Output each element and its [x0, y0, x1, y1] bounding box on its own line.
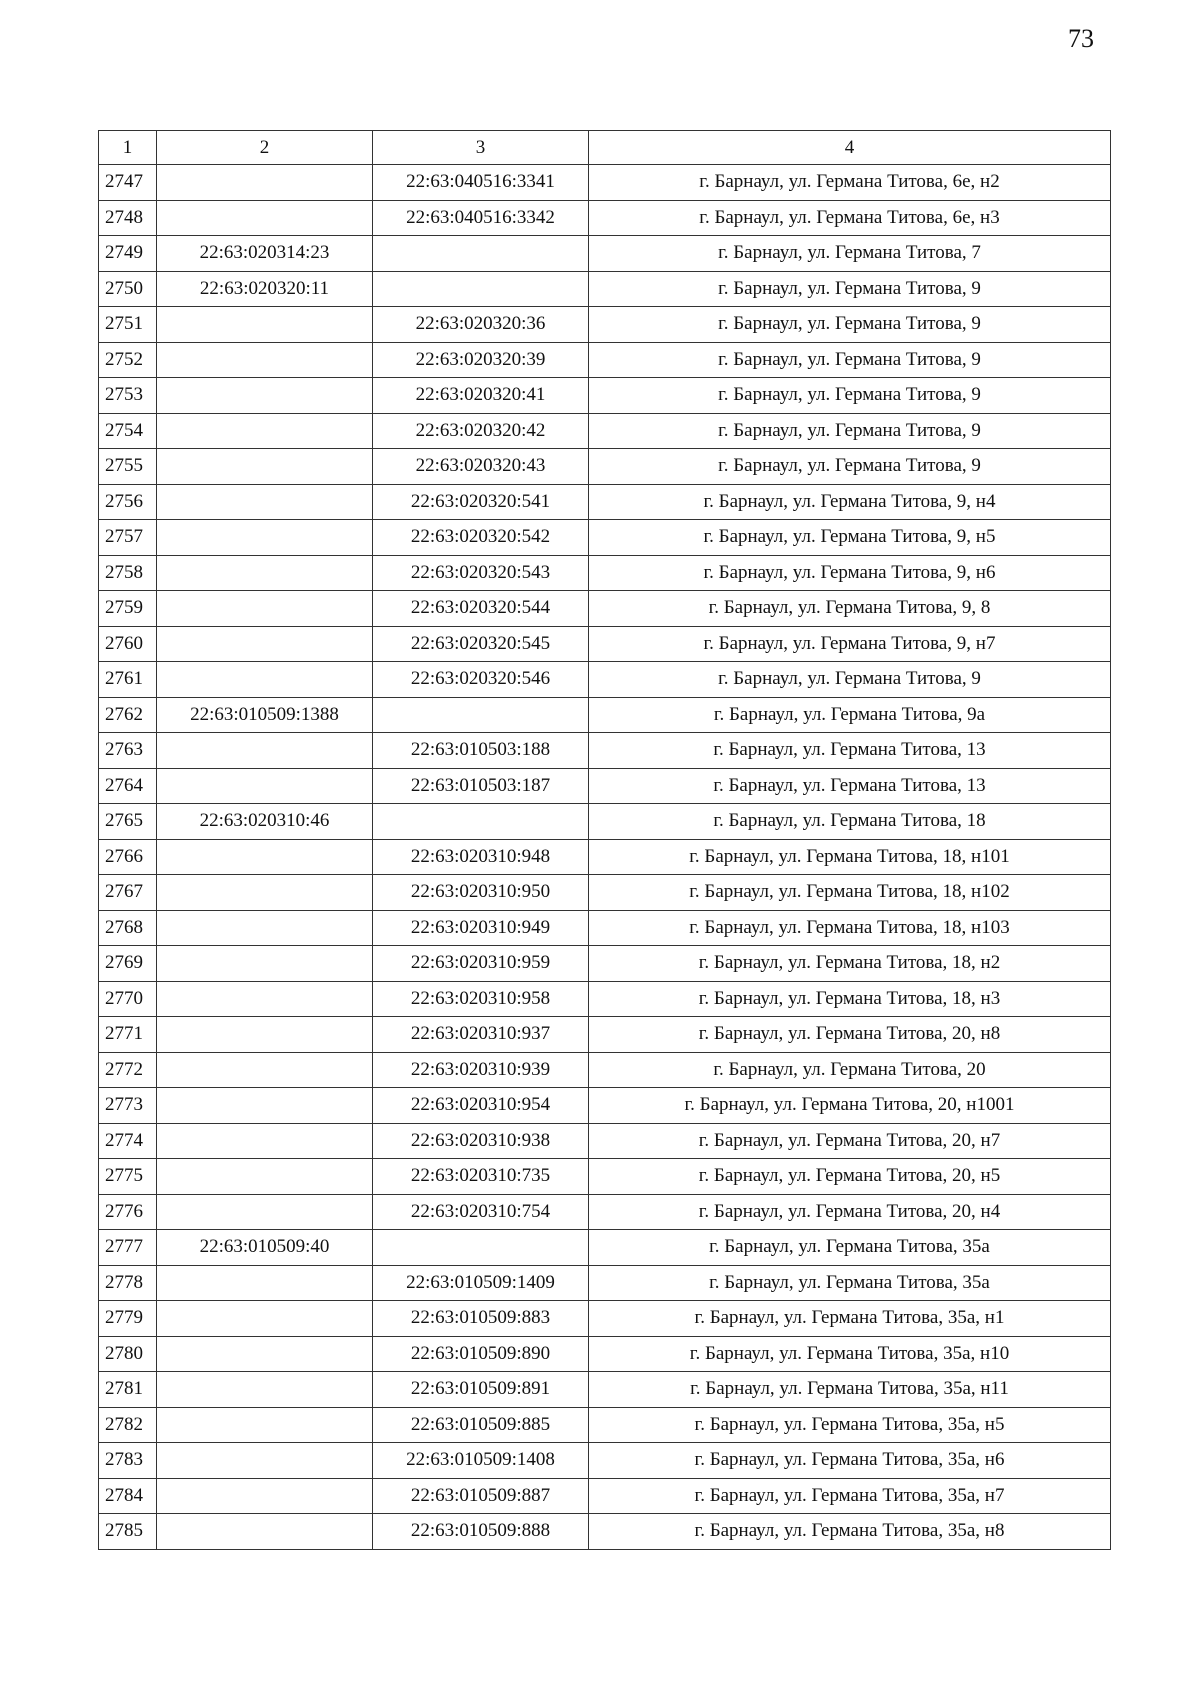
row-number-cell: 2760: [99, 626, 157, 662]
row-number-cell: 2756: [99, 484, 157, 520]
address-cell: г. Барнаул, ул. Германа Титова, 9, н7: [589, 626, 1111, 662]
address-cell: г. Барнаул, ул. Германа Титова, 20, н5: [589, 1159, 1111, 1195]
object-cadastral-number-cell: [373, 236, 589, 272]
object-cadastral-number-cell: 22:63:010509:890: [373, 1336, 589, 1372]
row-number-cell: 2757: [99, 520, 157, 556]
address-cell: г. Барнаул, ул. Германа Титова, 20, н8: [589, 1017, 1111, 1053]
object-cadastral-number-cell: 22:63:020320:541: [373, 484, 589, 520]
row-number-cell: 2752: [99, 342, 157, 378]
land-cadastral-number-cell: [157, 1336, 373, 1372]
object-cadastral-number-cell: 22:63:020310:954: [373, 1088, 589, 1124]
land-cadastral-number-cell: [157, 875, 373, 911]
table-row: [99, 662, 1111, 698]
address-cell: г. Барнаул, ул. Германа Титова, 9, н5: [589, 520, 1111, 556]
address-cell: г. Барнаул, ул. Германа Титова, 35а, н8: [589, 1514, 1111, 1550]
address-cell: г. Барнаул, ул. Германа Титова, 18, н2: [589, 946, 1111, 982]
address-cell: г. Барнаул, ул. Германа Титова, 9, н6: [589, 555, 1111, 591]
object-cadastral-number-cell: 22:63:040516:3342: [373, 200, 589, 236]
address-cell: г. Барнаул, ул. Германа Титова, 35а: [589, 1230, 1111, 1266]
object-cadastral-number-cell: 22:63:020320:36: [373, 307, 589, 343]
address-cell: г. Барнаул, ул. Германа Титова, 9: [589, 449, 1111, 485]
row-number-cell: 2750: [99, 271, 157, 307]
row-number-cell: 2748: [99, 200, 157, 236]
address-cell: г. Барнаул, ул. Германа Титова, 9, 8: [589, 591, 1111, 627]
row-number-cell: 2784: [99, 1478, 157, 1514]
row-number-cell: 2758: [99, 555, 157, 591]
row-number-cell: 2771: [99, 1017, 157, 1053]
object-cadastral-number-cell: 22:63:010509:891: [373, 1372, 589, 1408]
table-row: [99, 1230, 1111, 1266]
table-row: [99, 520, 1111, 556]
table-row: [99, 1478, 1111, 1514]
table-row: [99, 165, 1111, 201]
land-cadastral-number-cell: [157, 1052, 373, 1088]
row-number-cell: 2765: [99, 804, 157, 840]
address-cell: г. Барнаул, ул. Германа Титова, 6е, н2: [589, 165, 1111, 201]
row-number-cell: 2747: [99, 165, 157, 201]
land-cadastral-number-cell: [157, 946, 373, 982]
object-cadastral-number-cell: 22:63:020310:949: [373, 910, 589, 946]
table-row: [99, 839, 1111, 875]
address-cell: г. Барнаул, ул. Германа Титова, 35а, н11: [589, 1372, 1111, 1408]
object-cadastral-number-cell: 22:63:020320:543: [373, 555, 589, 591]
address-cell: г. Барнаул, ул. Германа Титова, 13: [589, 768, 1111, 804]
land-cadastral-number-cell: [157, 1514, 373, 1550]
land-cadastral-number-cell: 22:63:010509:40: [157, 1230, 373, 1266]
row-number-cell: 2769: [99, 946, 157, 982]
land-cadastral-number-cell: 22:63:020314:23: [157, 236, 373, 272]
land-cadastral-number-cell: [157, 839, 373, 875]
row-number-cell: 2779: [99, 1301, 157, 1337]
address-cell: г. Барнаул, ул. Германа Титова, 35а, н7: [589, 1478, 1111, 1514]
object-cadastral-number-cell: [373, 804, 589, 840]
row-number-cell: 2751: [99, 307, 157, 343]
table-row: [99, 1265, 1111, 1301]
land-cadastral-number-cell: [157, 1194, 373, 1230]
land-cadastral-number-cell: [157, 662, 373, 698]
table-row: [99, 1088, 1111, 1124]
table-row: [99, 981, 1111, 1017]
object-cadastral-number-cell: [373, 697, 589, 733]
row-number-cell: 2777: [99, 1230, 157, 1266]
row-number-cell: 2762: [99, 697, 157, 733]
land-cadastral-number-cell: [157, 591, 373, 627]
object-cadastral-number-cell: 22:63:020310:938: [373, 1123, 589, 1159]
land-cadastral-number-cell: [157, 1123, 373, 1159]
address-cell: г. Барнаул, ул. Германа Титова, 20, н1001: [589, 1088, 1111, 1124]
land-cadastral-number-cell: [157, 910, 373, 946]
land-cadastral-number-cell: [157, 378, 373, 414]
land-cadastral-number-cell: [157, 555, 373, 591]
object-cadastral-number-cell: 22:63:020310:735: [373, 1159, 589, 1195]
address-cell: г. Барнаул, ул. Германа Титова, 35а: [589, 1265, 1111, 1301]
object-cadastral-number-cell: 22:63:010503:187: [373, 768, 589, 804]
address-cell: г. Барнаул, ул. Германа Титова, 9а: [589, 697, 1111, 733]
address-cell: г. Барнаул, ул. Германа Титова, 18, н103: [589, 910, 1111, 946]
table-header-row: [99, 131, 1111, 165]
object-cadastral-number-cell: 22:63:020320:42: [373, 413, 589, 449]
row-number-cell: 2749: [99, 236, 157, 272]
land-cadastral-number-cell: 22:63:010509:1388: [157, 697, 373, 733]
land-cadastral-number-cell: [157, 1478, 373, 1514]
table-row: [99, 733, 1111, 769]
table-row: [99, 236, 1111, 272]
table-row: [99, 1017, 1111, 1053]
land-cadastral-number-cell: [157, 733, 373, 769]
address-cell: г. Барнаул, ул. Германа Титова, 35а, н10: [589, 1336, 1111, 1372]
row-number-cell: 2767: [99, 875, 157, 911]
table-row: [99, 1159, 1111, 1195]
row-number-cell: 2759: [99, 591, 157, 627]
object-cadastral-number-cell: 22:63:020310:937: [373, 1017, 589, 1053]
row-number-cell: 2783: [99, 1443, 157, 1479]
object-cadastral-number-cell: 22:63:010509:887: [373, 1478, 589, 1514]
address-cell: г. Барнаул, ул. Германа Титова, 13: [589, 733, 1111, 769]
row-number-cell: 2754: [99, 413, 157, 449]
table-row: [99, 1194, 1111, 1230]
row-number-cell: 2764: [99, 768, 157, 804]
table-row: [99, 1301, 1111, 1337]
land-cadastral-number-cell: [157, 626, 373, 662]
address-cell: г. Барнаул, ул. Германа Титова, 20, н7: [589, 1123, 1111, 1159]
address-cell: г. Барнаул, ул. Германа Титова, 7: [589, 236, 1111, 272]
table-row: [99, 875, 1111, 911]
address-cell: г. Барнаул, ул. Германа Титова, 18, н3: [589, 981, 1111, 1017]
object-cadastral-number-cell: 22:63:020320:41: [373, 378, 589, 414]
object-cadastral-number-cell: 22:63:020310:959: [373, 946, 589, 982]
land-cadastral-number-cell: [157, 1407, 373, 1443]
object-cadastral-number-cell: 22:63:010509:888: [373, 1514, 589, 1550]
address-cell: г. Барнаул, ул. Германа Титова, 35а, н6: [589, 1443, 1111, 1479]
row-number-cell: 2776: [99, 1194, 157, 1230]
land-cadastral-number-cell: [157, 1088, 373, 1124]
land-cadastral-number-cell: [157, 1017, 373, 1053]
column-header-1: 1: [99, 131, 157, 165]
table-row: [99, 1443, 1111, 1479]
land-cadastral-number-cell: [157, 449, 373, 485]
address-cell: г. Барнаул, ул. Германа Титова, 18: [589, 804, 1111, 840]
land-cadastral-number-cell: 22:63:020310:46: [157, 804, 373, 840]
object-cadastral-number-cell: 22:63:040516:3341: [373, 165, 589, 201]
row-number-cell: 2778: [99, 1265, 157, 1301]
table-row: [99, 1407, 1111, 1443]
row-number-cell: 2763: [99, 733, 157, 769]
table-row: [99, 200, 1111, 236]
row-number-cell: 2768: [99, 910, 157, 946]
address-cell: г. Барнаул, ул. Германа Титова, 18, н102: [589, 875, 1111, 911]
row-number-cell: 2766: [99, 839, 157, 875]
table-row: [99, 484, 1111, 520]
object-cadastral-number-cell: 22:63:020320:43: [373, 449, 589, 485]
land-cadastral-number-cell: [157, 200, 373, 236]
table-row: [99, 271, 1111, 307]
land-cadastral-number-cell: [157, 1443, 373, 1479]
table-body: [99, 165, 1111, 1550]
table-row: [99, 413, 1111, 449]
address-cell: г. Барнаул, ул. Германа Титова, 6е, н3: [589, 200, 1111, 236]
table-row: [99, 946, 1111, 982]
object-cadastral-number-cell: 22:63:020320:39: [373, 342, 589, 378]
object-cadastral-number-cell: 22:63:020320:542: [373, 520, 589, 556]
row-number-cell: 2773: [99, 1088, 157, 1124]
address-cell: г. Барнаул, ул. Германа Титова, 35а, н5: [589, 1407, 1111, 1443]
address-cell: г. Барнаул, ул. Германа Титова, 18, н101: [589, 839, 1111, 875]
page-number: 73: [1068, 24, 1094, 53]
object-cadastral-number-cell: 22:63:020310:958: [373, 981, 589, 1017]
address-cell: г. Барнаул, ул. Германа Титова, 9: [589, 342, 1111, 378]
land-cadastral-number-cell: [157, 307, 373, 343]
table-row: [99, 697, 1111, 733]
address-cell: г. Барнаул, ул. Германа Титова, 9: [589, 307, 1111, 343]
land-cadastral-number-cell: [157, 1159, 373, 1195]
object-cadastral-number-cell: [373, 1230, 589, 1266]
object-cadastral-number-cell: 22:63:020320:545: [373, 626, 589, 662]
table-row: [99, 1514, 1111, 1550]
address-cell: г. Барнаул, ул. Германа Титова, 9: [589, 271, 1111, 307]
table-row: [99, 307, 1111, 343]
address-cell: г. Барнаул, ул. Германа Титова, 35а, н1: [589, 1301, 1111, 1337]
table-row: [99, 1123, 1111, 1159]
table-row: [99, 768, 1111, 804]
object-cadastral-number-cell: 22:63:020310:939: [373, 1052, 589, 1088]
address-cell: г. Барнаул, ул. Германа Титова, 9: [589, 413, 1111, 449]
table-row: [99, 555, 1111, 591]
table-row: [99, 804, 1111, 840]
table-row: [99, 1336, 1111, 1372]
address-cell: г. Барнаул, ул. Германа Титова, 20: [589, 1052, 1111, 1088]
land-cadastral-number-cell: [157, 413, 373, 449]
column-header-4: 4: [589, 131, 1111, 165]
land-cadastral-number-cell: [157, 165, 373, 201]
registry-table: [98, 130, 1111, 1550]
row-number-cell: 2781: [99, 1372, 157, 1408]
row-number-cell: 2761: [99, 662, 157, 698]
table-row: [99, 449, 1111, 485]
table-row: [99, 1372, 1111, 1408]
row-number-cell: 2774: [99, 1123, 157, 1159]
address-cell: г. Барнаул, ул. Германа Титова, 9: [589, 378, 1111, 414]
row-number-cell: 2770: [99, 981, 157, 1017]
row-number-cell: 2785: [99, 1514, 157, 1550]
row-number-cell: 2772: [99, 1052, 157, 1088]
row-number-cell: 2775: [99, 1159, 157, 1195]
land-cadastral-number-cell: [157, 1372, 373, 1408]
table-row: [99, 342, 1111, 378]
land-cadastral-number-cell: [157, 1265, 373, 1301]
object-cadastral-number-cell: 22:63:010509:1408: [373, 1443, 589, 1479]
object-cadastral-number-cell: 22:63:010509:885: [373, 1407, 589, 1443]
object-cadastral-number-cell: 22:63:010509:1409: [373, 1265, 589, 1301]
object-cadastral-number-cell: 22:63:020310:950: [373, 875, 589, 911]
table-row: [99, 378, 1111, 414]
row-number-cell: 2755: [99, 449, 157, 485]
row-number-cell: 2782: [99, 1407, 157, 1443]
object-cadastral-number-cell: 22:63:020320:546: [373, 662, 589, 698]
row-number-cell: 2753: [99, 378, 157, 414]
address-cell: г. Барнаул, ул. Германа Титова, 9, н4: [589, 484, 1111, 520]
column-header-3: 3: [373, 131, 589, 165]
address-cell: г. Барнаул, ул. Германа Титова, 20, н4: [589, 1194, 1111, 1230]
row-number-cell: 2780: [99, 1336, 157, 1372]
table-row: [99, 1052, 1111, 1088]
table-row: [99, 591, 1111, 627]
object-cadastral-number-cell: 22:63:020310:754: [373, 1194, 589, 1230]
land-cadastral-number-cell: [157, 520, 373, 556]
land-cadastral-number-cell: 22:63:020320:11: [157, 271, 373, 307]
object-cadastral-number-cell: [373, 271, 589, 307]
land-cadastral-number-cell: [157, 981, 373, 1017]
table-row: [99, 910, 1111, 946]
table-row: [99, 626, 1111, 662]
object-cadastral-number-cell: 22:63:010503:188: [373, 733, 589, 769]
object-cadastral-number-cell: 22:63:020310:948: [373, 839, 589, 875]
object-cadastral-number-cell: 22:63:010509:883: [373, 1301, 589, 1337]
land-cadastral-number-cell: [157, 342, 373, 378]
object-cadastral-number-cell: 22:63:020320:544: [373, 591, 589, 627]
land-cadastral-number-cell: [157, 1301, 373, 1337]
address-cell: г. Барнаул, ул. Германа Титова, 9: [589, 662, 1111, 698]
land-cadastral-number-cell: [157, 484, 373, 520]
column-header-2: 2: [157, 131, 373, 165]
land-cadastral-number-cell: [157, 768, 373, 804]
